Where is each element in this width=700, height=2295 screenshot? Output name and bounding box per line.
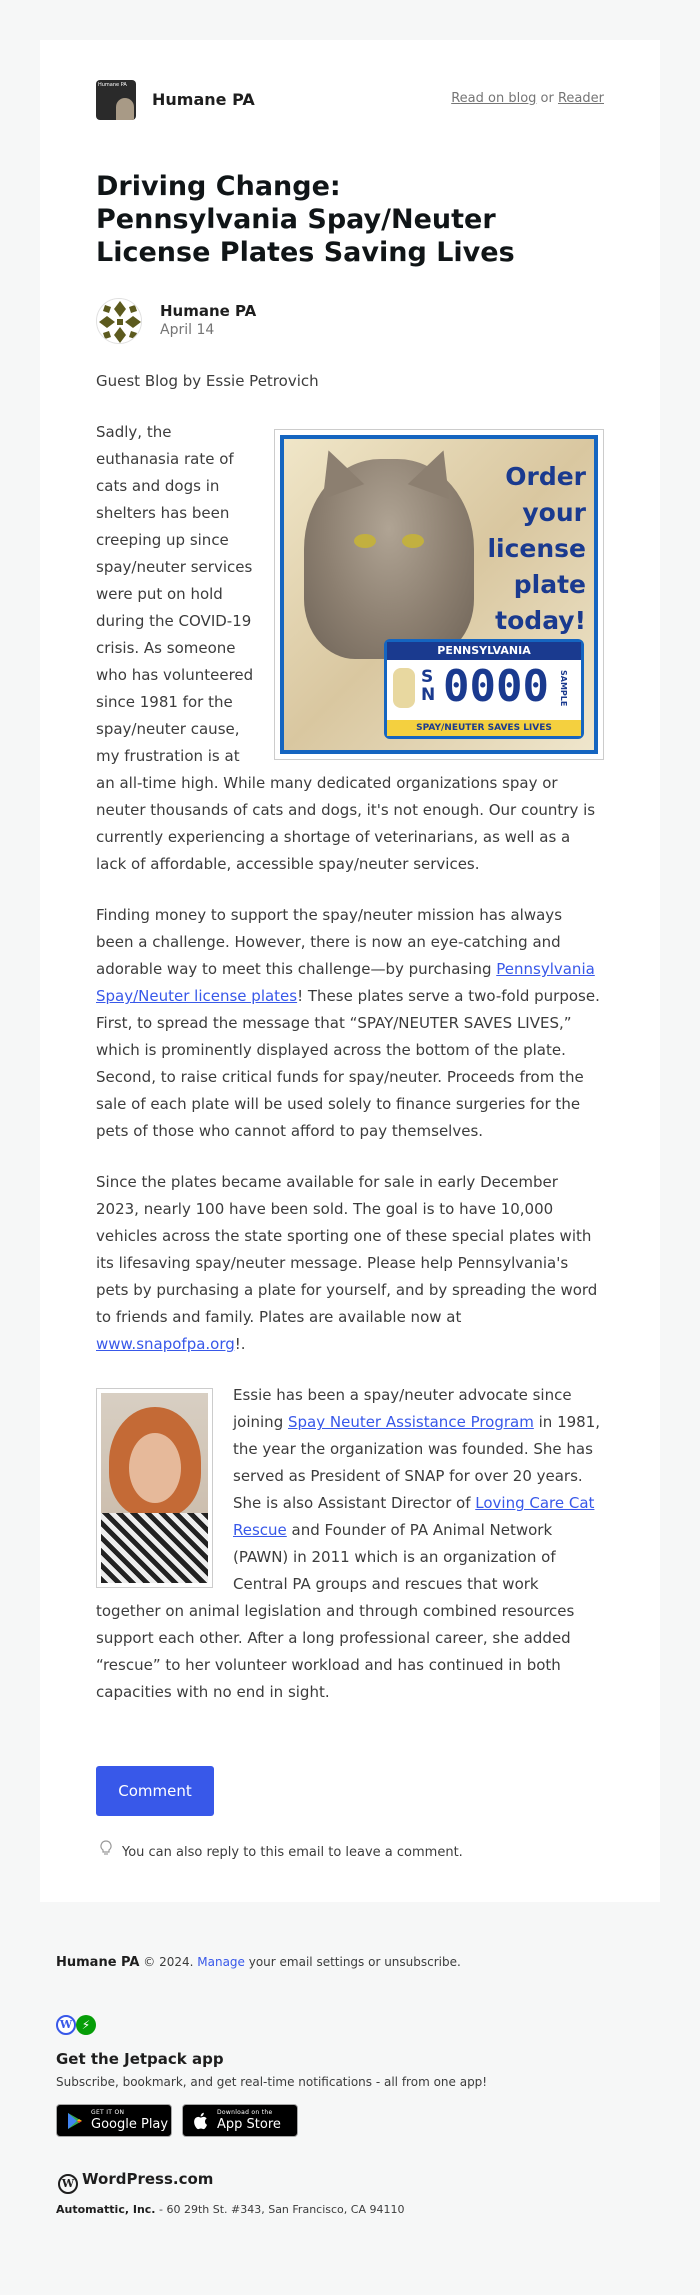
- reader-link[interactable]: Reader: [557, 91, 604, 106]
- app-store-button[interactable]: Download on the App Store: [182, 2104, 298, 2137]
- paragraph-4: Essie has been a spay/neuter advocate since joining Spay Neuter Assistance Program in 1981, the year the organization was founded. She has served as President of SNAP for over 20 years. She is also Assistant Director of Loving Care Cat Rescue and Founder of PA Animal Network (PAWN) in 2011 which is an organization of Central PA groups and rescues that work together on animal legislation and through combined resources support each other. After a long professional career, she added “rescue” to her volunteer workload and has continued in both capacities with no end in sight.: [96, 1386, 601, 1701]
- wordpress-icon: W: [56, 2015, 76, 2035]
- app-icons: [56, 2015, 100, 2037]
- wordpress-logo[interactable]: W WordPress.com: [58, 2170, 213, 2194]
- plate-sample: SAMPLE: [559, 670, 568, 707]
- site-name[interactable]: Humane PA: [152, 90, 255, 109]
- post-body: [96, 368, 604, 1730]
- footer-line: Humane PA © 2024. Manage your email settings or unsubscribe.: [56, 1955, 461, 1970]
- post-date: April 14: [160, 322, 215, 338]
- post-title[interactable]: Driving Change: Pennsylvania Spay/Neuter License Plates Saving Lives: [96, 171, 515, 268]
- snap-website-link[interactable]: www.snapofpa.org: [96, 1335, 235, 1353]
- footer-brand: Humane PA: [56, 1955, 140, 1970]
- plate-tagline: SPAY/NEUTER SAVES LIVES: [387, 720, 581, 736]
- header-links: [451, 91, 604, 106]
- footer: [56, 1955, 656, 1970]
- loving-care-link[interactable]: Loving Care Cat Rescue: [233, 1494, 595, 1539]
- jetpack-icon: ⚡: [76, 2015, 96, 2035]
- snap-program-link[interactable]: Spay Neuter Assistance Program: [287, 1413, 534, 1431]
- author-block: [96, 298, 396, 344]
- paragraph-1: [96, 419, 604, 878]
- author-avatar-pattern: [97, 299, 142, 344]
- header-or: or: [536, 91, 558, 106]
- site-logo[interactable]: [96, 80, 136, 120]
- wordpress-logo-icon: W: [58, 2174, 78, 2194]
- guest-byline: Guest Blog by Essie Petrovich: [96, 372, 319, 390]
- paragraph-1-text: Sadly, the euthanasia rate of cats and dogs in shelters has been creeping up since spay/neuter services were put on hold during the COVID-19 crisis. As someone who has volunteered since 1981 for the spay/neuter cause, my frustration is at an all-time high. While many dedicated organizations spay or neuter thousands of cats and dogs, it's not enough. Our country is currently experiencing a shortage of veterinarians, as well as a lack of affordable, accessible spay/neuter services.: [96, 423, 596, 873]
- apple-icon: [193, 2112, 208, 2134]
- order-plate-text: Order your license plate today!: [487, 462, 586, 635]
- reply-note: [100, 1840, 463, 1860]
- author-name[interactable]: Humane PA: [160, 302, 257, 320]
- site-logo-text: Humane PA: [98, 82, 127, 88]
- plates-link[interactable]: Pennsylvania Spay/Neuter license plates: [96, 960, 595, 1005]
- google-play-icon: [67, 2112, 83, 2134]
- jetpack-subtitle: Subscribe, bookmark, and get real-time notifications - all from one app!: [56, 2075, 488, 2089]
- plate-graphic: [384, 639, 584, 739]
- lightbulb-icon: [100, 1840, 114, 1860]
- paragraph-3: Since the plates became available for sale in early December 2023, nearly 100 have been sold. The goal is to have 10,000 vehicles across the state sporting one of these special plates with its lifesaving spay/neuter message. Please help Pennsylvania's pets by purchasing a plate for yourself, and by spreading the word to friends and family. Plates are available now at www.snapofpa.org!.: [96, 1173, 598, 1353]
- author-photo[interactable]: [96, 1388, 213, 1588]
- license-plate-image[interactable]: [274, 429, 604, 760]
- manage-link[interactable]: Manage: [197, 1955, 245, 1969]
- company-address: Automattic, Inc. - 60 29th St. #343, San Francisco, CA 94110: [56, 2203, 405, 2216]
- read-on-blog-link[interactable]: Read on blog: [451, 91, 537, 106]
- comment-button[interactable]: Comment: [96, 1766, 214, 1816]
- plate-number: 0000: [443, 661, 549, 712]
- dog-cat-graphic: [393, 668, 415, 708]
- email-header: [96, 80, 604, 120]
- google-play-button[interactable]: GET IT ON Google Play: [56, 2104, 172, 2137]
- plate-state: PENNSYLVANIA: [387, 642, 581, 660]
- plate-sn: S N: [421, 667, 436, 705]
- author-avatar[interactable]: [96, 298, 142, 344]
- paragraph-2: Finding money to support the spay/neuter mission has always been a challenge. However, there is now an eye-catching and adorable way to meet this challenge—by purchasing Pennsylvania Spay/Neuter license plates! These plates serve a two-fold purpose. First, to spread the message that “SPAY/NEUTER SAVES LIVES,” which is prominently displayed across the bottom of the plate. Second, to raise critical funds for spay/neuter. Proceeds from the sale of each plate will be used solely to finance surgeries for the pets of those who cannot afford to pay themselves.: [96, 906, 600, 1140]
- reply-note-text: You can also reply to this email to leave a comment.: [122, 1845, 463, 1860]
- jetpack-title: Get the Jetpack app: [56, 2050, 224, 2068]
